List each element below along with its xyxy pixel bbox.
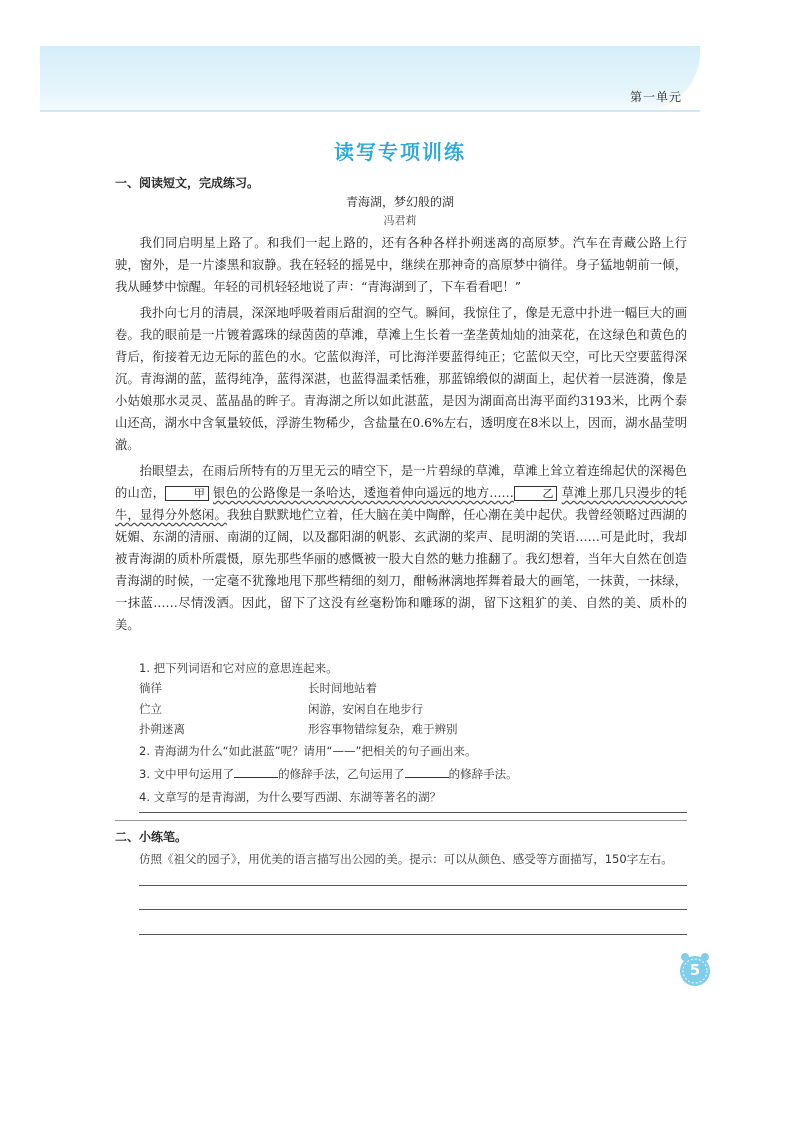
article-body <box>115 232 687 636</box>
section-2-heading: 二、小练笔。 <box>115 830 188 844</box>
question-3-part-c: 的修辞手法。 <box>448 767 518 781</box>
question-3 <box>139 766 518 782</box>
page-title: 读写专项训练 <box>334 140 466 164</box>
writing-line-3[interactable] <box>139 934 687 935</box>
question-4: 4. 文章写的是青海湖，为什么要写西湖、东湖等著名的湖？ <box>139 790 442 804</box>
question-1: 1. 把下列词语和它对应的意思连起来。 <box>139 661 338 675</box>
match-left-2[interactable]: 伫立 <box>139 702 162 716</box>
answer-blank-yi[interactable] <box>405 767 449 778</box>
writing-line-2[interactable] <box>139 909 687 910</box>
writing-instruction: 仿照《祖父的园子》，用优美的语言描写出公园的美。提示：可以从颜色、感受等方面描写，150字左右。 <box>139 852 673 866</box>
match-right-3[interactable]: 形容事物错综复杂，难于辨别 <box>308 722 458 736</box>
sentence-yi: 草滩上那几只漫步的牦牛，显得分外悠闲。 <box>115 486 687 522</box>
match-right-2[interactable]: 闲游，安闲自在地步行 <box>308 702 423 716</box>
header-band <box>40 46 700 112</box>
paragraph-1: 我们同启明星上路了。和我们一起上路的，还有各种各样扑朔迷离的高原梦。汽车在青藏公路上行驶，窗外，是一片漆黑和寂静。我在轻轻的摇晃中，继续在那神奇的高原梦中徜徉。身子猛地朝前一倾，我从睡梦中惊醒。年轻的司机轻轻地说了声：“青海湖到了，下车看看吧！” <box>115 236 687 294</box>
paragraph-2: 我扑向七月的清晨，深深地呼吸着雨后甜润的空气。瞬间，我惊住了，像是无意中扑进一幅巨大的画卷。我的眼前是一片镀着露珠的绿茵茵的草滩，草滩上生长着一垄垄黄灿灿的油菜花，在这绿色和黄色的背后，衔接着无边无际的蓝色的水。它蓝似海洋，可比海洋要蓝得纯正；它蓝似天空，可比天空要蓝得深沉。青海湖的蓝，蓝得纯净，蓝得深湛，也蓝得温柔恬雅，那蓝锦缎似的湖面上，起伏着一层涟漪，像是小姑娘那水灵灵、蓝晶晶的眸子。青海湖之所以如此湛蓝，是因为湖面高出海平面约3193米，比两个泰山还高，湖水中含氧量较低，浮游生物稀少，含盐量在0.6%左右，透明度在8米以上，因而，湖水晶莹明澈。 <box>115 306 687 452</box>
question-3-part-b: 的修辞手法，乙句运用了 <box>278 767 405 781</box>
question-3-part-a: 3. 文中甲句运用了 <box>139 767 235 781</box>
match-right-1[interactable]: 长时间地站着 <box>308 681 377 695</box>
section-1-heading: 一、阅读短文，完成练习。 <box>115 176 260 190</box>
match-left-3[interactable]: 扑朔迷离 <box>139 722 185 736</box>
paragraph-3 <box>115 460 687 636</box>
article-author: 冯君莉 <box>383 214 417 227</box>
paragraph-3-tail: 我独自默默地伫立着，任大脑在美中陶醉，任心潮在美中起伏。我曾经领略过西湖的妩媚、东湖的清丽、南湖的辽阔，以及鄱阳湖的帆影、玄武湖的桨声、昆明湖的笑语……可是此时，我却被青海湖的质朴所震慑，原先那些华丽的感慨被一股大自然的魅力推翻了。我幻想着，当年大自然在创造青海湖的时候，一定毫不犹豫地甩下那些精细的刻刀，酣畅淋漓地挥舞着最大的画笔，一抹黄，一抹绿，一抹蓝……尽情泼洒。因此，留下了这没有丝毫粉饰和雕琢的湖，留下这粗犷的美、自然的美、质朴的美。 <box>115 508 687 632</box>
sentence-jia: 银色的公路像是一条哈达，逶迤着伸向遥远的地方…… <box>213 486 514 500</box>
writing-line-1[interactable] <box>139 885 687 886</box>
unit-label: 第一单元 <box>629 90 682 104</box>
question-2: 2. 青海湖为什么“如此湛蓝”呢？请用“——”把相关的句子画出来。 <box>139 744 477 758</box>
paragraph-3-lead: 抬眼望去，在雨后所特有的万里无云的晴空下，是一片碧绿的草滩，草滩上耸立着连绵起伏的深褐色的山峦， <box>115 464 687 500</box>
page-number: 5 <box>689 961 701 979</box>
marker-jia: 甲 <box>165 486 209 501</box>
answer-line-q4[interactable] <box>139 812 687 813</box>
section-divider <box>115 820 687 821</box>
article-title: 青海湖，梦幻般的湖 <box>345 195 454 209</box>
match-left-1[interactable]: 徜徉 <box>139 681 162 695</box>
answer-blank-jia[interactable] <box>234 767 278 778</box>
marker-yi: 乙 <box>514 486 558 501</box>
